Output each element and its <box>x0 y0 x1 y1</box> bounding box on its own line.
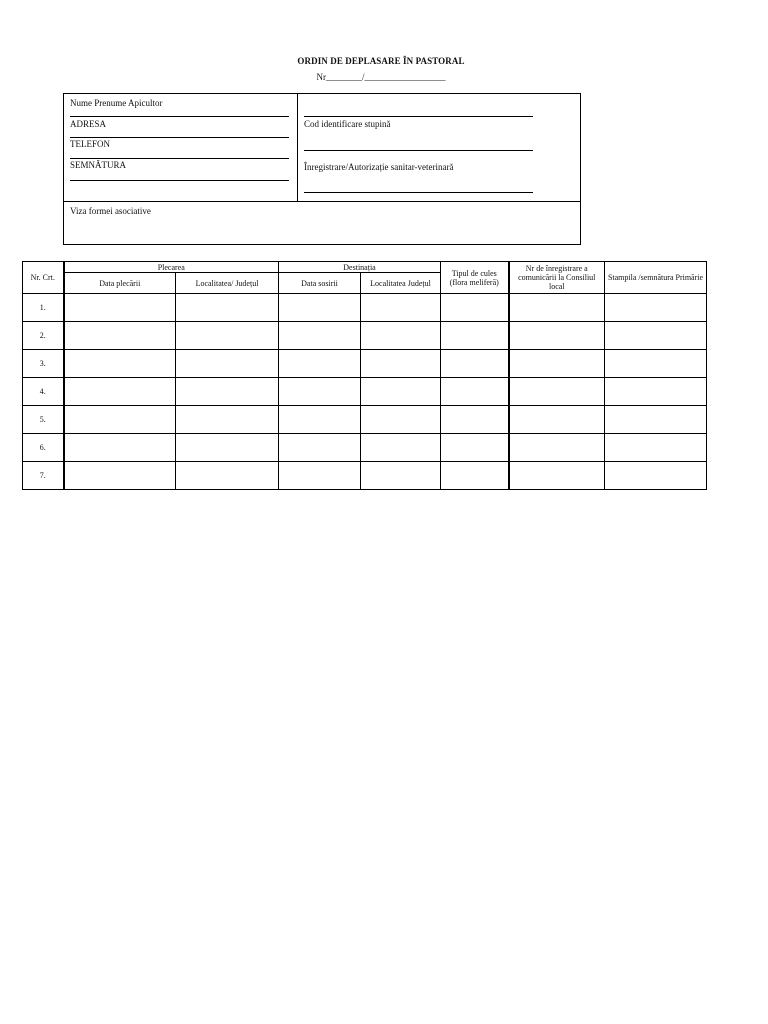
departure-locality-cell[interactable] <box>176 378 279 406</box>
arrival-date-cell[interactable] <box>279 434 361 462</box>
council-registration-cell[interactable] <box>509 294 605 322</box>
row-number: 4. <box>23 378 64 406</box>
row-number: 1. <box>23 294 64 322</box>
stamp-cell[interactable] <box>605 434 707 462</box>
table-row <box>23 294 707 322</box>
address-label: ADRESA <box>70 119 107 129</box>
header-departure-group: Plecarea <box>64 262 279 273</box>
destination-locality-cell[interactable] <box>361 434 441 462</box>
document-title: ORDIN DE DEPLASARE ÎN PASTORAL <box>297 56 465 66</box>
departure-date-cell[interactable] <box>64 462 176 490</box>
table-row <box>23 406 707 434</box>
beekeeper-name-field[interactable] <box>70 116 289 117</box>
departure-date-cell[interactable] <box>64 350 176 378</box>
association-visa-label: Viza formei asociative <box>70 206 151 216</box>
departure-date-cell[interactable] <box>64 294 176 322</box>
header-harvest-type: Tipul de cules (flora meliferă) <box>441 262 509 294</box>
stamp-cell[interactable] <box>605 406 707 434</box>
stamp-cell[interactable] <box>605 322 707 350</box>
row-number: 3. <box>23 350 64 378</box>
arrival-date-cell[interactable] <box>279 406 361 434</box>
council-registration-cell[interactable] <box>509 350 605 378</box>
header-departure-date: Data plecării <box>64 273 176 294</box>
council-registration-cell[interactable] <box>509 378 605 406</box>
apiary-code-label: Cod identificare stupină <box>304 119 391 129</box>
apiary-code-field[interactable] <box>304 150 533 151</box>
harvest-type-cell[interactable] <box>441 350 509 378</box>
harvest-type-cell[interactable] <box>441 434 509 462</box>
harvest-type-cell[interactable] <box>441 462 509 490</box>
departure-locality-cell[interactable] <box>176 322 279 350</box>
departure-date-cell[interactable] <box>64 322 176 350</box>
table-row <box>23 378 707 406</box>
stamp-cell[interactable] <box>605 350 707 378</box>
harvest-type-cell[interactable] <box>441 378 509 406</box>
destination-locality-cell[interactable] <box>361 462 441 490</box>
row-number: 2. <box>23 322 64 350</box>
departure-locality-cell[interactable] <box>176 294 279 322</box>
phone-field[interactable] <box>70 158 289 159</box>
council-registration-cell[interactable] <box>509 434 605 462</box>
travel-record-table <box>22 261 707 490</box>
arrival-date-cell[interactable] <box>279 322 361 350</box>
departure-date-cell[interactable] <box>64 378 176 406</box>
header-council-registration: Nr de înregistrare a comunicării la Consiliul local <box>509 262 605 294</box>
right-blank-line[interactable] <box>304 116 533 117</box>
harvest-type-cell[interactable] <box>441 294 509 322</box>
council-registration-cell[interactable] <box>509 462 605 490</box>
signature-field[interactable] <box>70 180 289 181</box>
table-row <box>23 322 707 350</box>
phone-label: TELEFON <box>70 139 110 149</box>
stamp-cell[interactable] <box>605 378 707 406</box>
header-nr-crt: Nr. Crt. <box>23 262 64 294</box>
info-box-horizontal-divider <box>64 201 580 202</box>
harvest-type-cell[interactable] <box>441 322 509 350</box>
signature-label: SEMNĂTURA <box>70 160 127 170</box>
sanitary-registration-label: Înregistrare/Autorizație sanitar-veterinară <box>304 162 454 172</box>
arrival-date-cell[interactable] <box>279 350 361 378</box>
council-registration-cell[interactable] <box>509 406 605 434</box>
arrival-date-cell[interactable] <box>279 378 361 406</box>
departure-locality-cell[interactable] <box>176 434 279 462</box>
harvest-type-cell[interactable] <box>441 406 509 434</box>
destination-locality-cell[interactable] <box>361 378 441 406</box>
destination-locality-cell[interactable] <box>361 406 441 434</box>
departure-locality-cell[interactable] <box>176 350 279 378</box>
header-destination-locality: Localitatea Județul <box>361 273 441 294</box>
table-row <box>23 350 707 378</box>
beekeeper-name-label: Nume Prenume Apicultor <box>70 98 163 108</box>
destination-locality-cell[interactable] <box>361 350 441 378</box>
departure-date-cell[interactable] <box>64 406 176 434</box>
row-number: 7. <box>23 462 64 490</box>
table-row <box>23 434 707 462</box>
header-stamp: Stampila /semnătura Primărie <box>605 262 707 294</box>
departure-date-cell[interactable] <box>64 434 176 462</box>
departure-locality-cell[interactable] <box>176 462 279 490</box>
council-registration-cell[interactable] <box>509 322 605 350</box>
row-number: 6. <box>23 434 64 462</box>
arrival-date-cell[interactable] <box>279 462 361 490</box>
arrival-date-cell[interactable] <box>279 294 361 322</box>
beekeeper-info-box <box>63 93 581 245</box>
row-number: 5. <box>23 406 64 434</box>
header-destination-group: Destinația <box>279 262 441 273</box>
destination-locality-cell[interactable] <box>361 322 441 350</box>
stamp-cell[interactable] <box>605 294 707 322</box>
stamp-cell[interactable] <box>605 462 707 490</box>
address-field[interactable] <box>70 137 289 138</box>
sanitary-registration-field[interactable] <box>304 192 533 193</box>
info-box-vertical-divider <box>297 94 298 201</box>
departure-locality-cell[interactable] <box>176 406 279 434</box>
header-departure-locality: Localitatea/ Județul <box>176 273 279 294</box>
document-number-line: Nr________/__________________ <box>316 72 446 82</box>
header-arrival-date: Data sosirii <box>279 273 361 294</box>
table-row <box>23 462 707 490</box>
destination-locality-cell[interactable] <box>361 294 441 322</box>
